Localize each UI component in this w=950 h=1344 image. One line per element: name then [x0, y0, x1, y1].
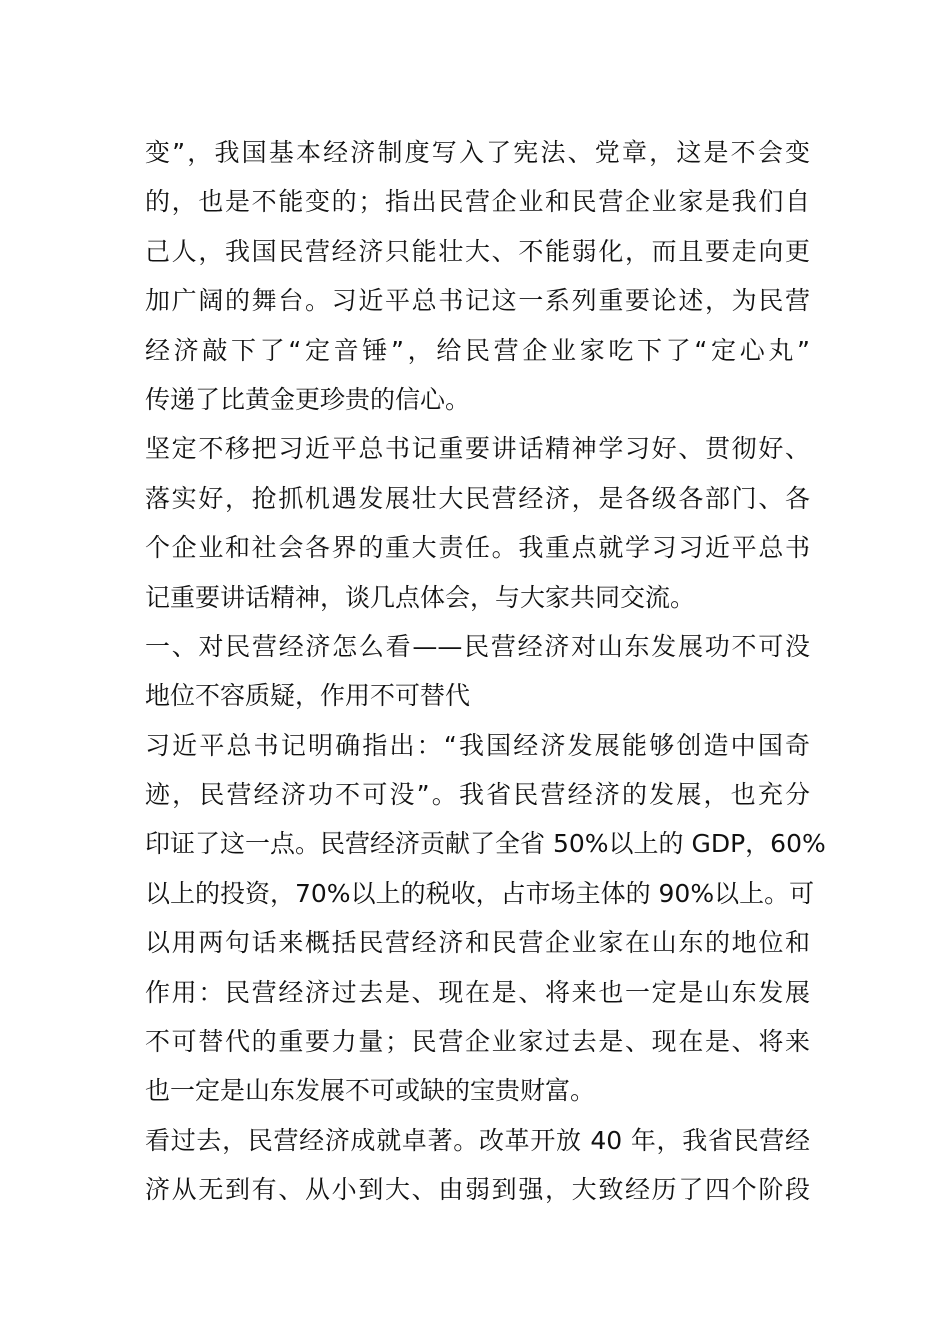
text-line: 作用：民营经济过去是、现在是、将来也一定是山东发展 — [145, 977, 810, 1007]
document-body — [145, 128, 826, 1215]
text-line: 记重要讲话精神，谈几点体会，与大家共同交流。 — [145, 582, 696, 612]
text-line: 变”，我国基本经济制度写入了宪法、党章，这是不会变 — [145, 138, 810, 167]
text-line: 传递了比黄金更珍贵的信心。 — [145, 384, 471, 414]
section-heading-line: 一、对民营经济怎么看——民营经济对山东发展功不可没 — [145, 631, 810, 661]
text-line: 也一定是山东发展不可或缺的宝贵财富。 — [145, 1076, 596, 1106]
section-heading-line: 地位不容质疑，作用不可替代 — [145, 681, 471, 711]
text-line: 以用两句话来概括民营经济和民营企业家在山东的地位和 — [145, 928, 810, 958]
text-line: 个企业和社会各界的重大责任。我重点就学习习近平总书 — [145, 533, 810, 563]
text-line: 印证了这一点。民营经济贡献了全省 50%以上的 GDP，60% — [145, 829, 826, 859]
text-line: 习近平总书记明确指出：“我国经济发展能够创造中国奇 — [145, 730, 810, 760]
text-line: 坚定不移把习近平总书记重要讲话精神学习好、贯彻好、 — [145, 434, 810, 464]
text-line: 以上的投资，70%以上的税收，占市场主体的 90%以上。可 — [145, 878, 815, 908]
text-line: 加广阔的舞台。习近平总书记这一系列重要论述，为民营 — [145, 286, 810, 316]
text-line: 不可替代的重要力量；民营企业家过去是、现在是、将来 — [145, 1027, 810, 1057]
text-line: 经济敲下了“定音锤”，给民营企业家吃下了“定心丸” — [145, 335, 810, 365]
text-line: 看过去，民营经济成就卓著。改革开放 40 年，我省民营经 — [145, 1125, 810, 1155]
text-line: 落实好，抢抓机遇发展壮大民营经济，是各级各部门、各 — [145, 483, 810, 513]
text-line: 己人，我国民营经济只能壮大、不能弱化，而且要走向更 — [145, 236, 810, 266]
text-line: 的，也是不能变的；指出民营企业和民营企业家是我们自 — [145, 187, 810, 217]
text-line: 济从无到有、从小到大、由弱到强，大致经历了四个阶段 — [145, 1175, 810, 1205]
text-line: 迹，民营经济功不可没”。我省民营经济的发展，也充分 — [145, 780, 810, 810]
